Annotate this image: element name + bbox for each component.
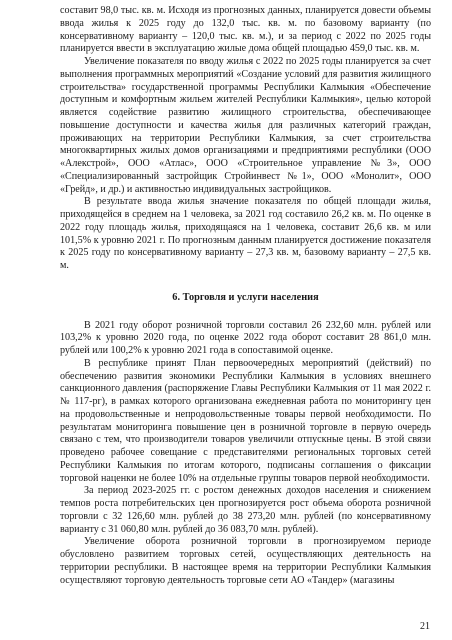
paragraph: В республике принят План первоочередных мероприятий (действий) по обеспечению развития экономики Республики Калмыкия в условиях внешнего санкционного давления (распоряжение Главы Республики Калмыкия от 11 мая 2022 г. № 117-рг), в рамках которого организована ежедневная работа по мониторингу цен на продовольственные и непродовольственные товары первой необходимости. По результатам мониторинга повышение цен в розничной торговле в первую очередь связано с тем, что производители товаров увеличили отпускные цены. В этой связи проведено рабочее совещание с представителями региональных торговых сетей Республики Калмыкия по итогам которого, подписаны соглашения о фиксации торговой наценки не более 10% на отдельные группы товаров первой необходимости. <box>60 357 431 484</box>
document-page <box>60 5 431 587</box>
paragraph: Увеличение оборота розничной торговли в прогнозируемом периоде обусловлено развитием торговых сетей, осуществляющих деятельность на территории республики. В настоящее время на территории Республики Калмыкия осуществляют торговую деятельность торговые сети АО «Тандер» (магазины <box>60 536 431 586</box>
housing-section <box>60 5 431 273</box>
trade-section <box>60 320 431 588</box>
paragraph: В 2021 году оборот розничной торговли составил 26 232,60 млн. рублей или 103,2% к уровню 2020 года, по оценке 2022 года оборот составит 28 861,0 млн. рублей или 100,2% к уровню 2021 года в сопоставимой оценке. <box>60 319 431 356</box>
page-number: 21 <box>420 621 430 632</box>
section-heading: 6. Торговля и услуги населения <box>172 291 319 303</box>
paragraph: Увеличение показателя по вводу жилья с 2022 по 2025 годы планируется за счет выполнения программных мероприятий «Создание условий для развития жилищного строительства» государственной программы Республики Калмыкия «Обеспечение доступным и комфортным жильем жителей Республики Калмыкия», целью которой является содействие развитию жилищного строительства, обеспечивающее повышение доступности и качества жилья для различных категорий граждан, проживающих на территории Республики Калмыкия, за счет строительства многоквартирных жилых домов организациями и предприятиями республики (ООО «Алекстрой», ООО «Атлас», ООО «Строительное управление №3», ООО «Специализированный застройщик Стройинвест №1», ООО «Монолит», ООО «Грейд», и др.) и активностью индивидуальных застройщиков. <box>60 56 431 195</box>
paragraph: За период 2023-2025 гг. с ростом денежных доходов населения и снижением темпов роста потребительских цен прогнозируется рост объема оборота розничной торговли с 32 126,60 млн. рублей до 38 273,20 млн. рублей (по консервативному варианту с 31 060,80 млн. рублей до 36 083,70 млн. рублей). <box>60 485 431 535</box>
paragraph: составит 98,0 тыс. кв. м. Исходя из прогнозных данных, планируется довести объемы ввода жилья к 2025 году до 132,0 тыс. кв. м. по базовому варианту (по консервативному варианту – 120,0 тыс. кв. м.), и за период с 2022 по 2025 годы планируется ввести в эксплуатацию жилые дома общей площадью 459,0 тыс. кв. м. <box>60 5 431 55</box>
paragraph: В результате ввода жилья значение показателя по общей площади жилья, приходящейся в среднем на 1 человека, за 2021 год составило 26,2 кв. м. По оценке в 2022 году площадь жилья, приходящаяся на 1 человека, составит 26,6 кв. м или 101,5% к уровню 2021 г. По прогнозным данным планируется достижение показателя к 2025 году по консервативному варианту – 27,3 кв. м, базовому варианту – 27,5 кв. м. <box>60 196 431 271</box>
